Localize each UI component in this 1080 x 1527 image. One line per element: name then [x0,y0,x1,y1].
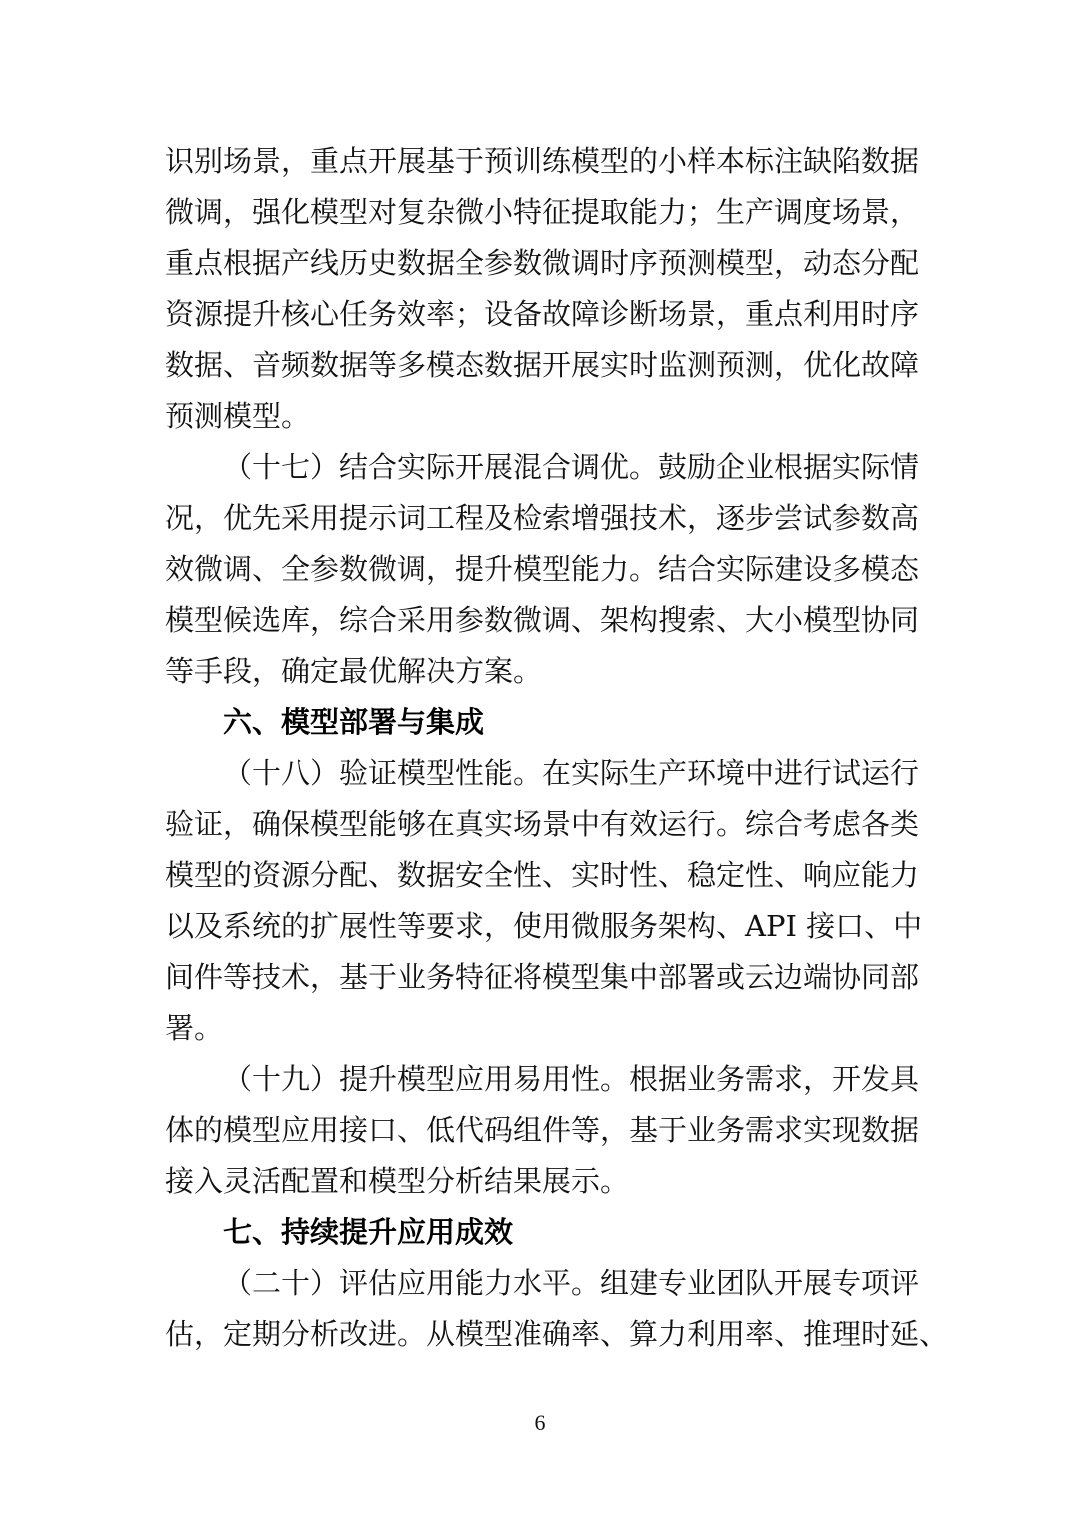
paragraph-line: 接入灵活配置和模型分析结果展示。 [165,1164,630,1198]
page-number: 6 [534,1410,546,1435]
paragraph-line: 况，优先采用提示词工程及检索增强技术，逐步尝试参数高 [165,501,920,535]
paragraph-first-line: （十九）提升模型应用易用性。根据业务需求，开发具 [223,1062,920,1096]
paragraph-line: 数据、音频数据等多模态数据开展实时监测预测，优化故障 [165,348,920,382]
paragraph-line: 效微调、全参数微调，提升模型能力。结合实际建设多模态 [165,552,920,586]
body-text [165,136,949,1360]
paragraph-line: 模型的资源分配、数据安全性、实时性、稳定性、响应能力 [165,858,920,892]
paragraph-line: 署。 [165,1011,224,1045]
paragraph-first-line: （二十）评估应用能力水平。组建专业团队开展专项评 [223,1266,920,1300]
paragraph-line: 估，定期分析改进。从模型准确率、算力利用率、推理时延、 [165,1317,949,1351]
paragraph-line: 体的模型应用接口、低代码组件等，基于业务需求实现数据 [165,1113,920,1147]
paragraph-line: 间件等技术，基于业务特征将模型集中部署或云边端协同部 [165,960,920,994]
paragraph-line: 模型候选库，综合采用参数微调、架构搜索、大小模型协同 [165,603,920,637]
section-heading: 七、持续提升应用成效 [223,1215,514,1249]
paragraph-first-line: （十七）结合实际开展混合调优。鼓励企业根据实际情 [223,450,920,484]
paragraph-line: 验证，确保模型能够在真实场景中有效运行。综合考虑各类 [165,807,920,841]
paragraph-line: 识别场景，重点开展基于预训练模型的小样本标注缺陷数据 [165,144,920,178]
paragraph-first-line: （十八）验证模型性能。在实际生产环境中进行试运行 [223,756,920,790]
paragraph-line: 等手段，确定最优解决方案。 [165,654,543,688]
paragraph-line: 预测模型。 [165,399,311,433]
paragraph-line: 资源提升核心任务效率；设备故障诊断场景，重点利用时序 [165,297,920,331]
paragraph-line: 微调，强化模型对复杂微小特征提取能力；生产调度场景， [165,195,920,229]
paragraph-line: 重点根据产线历史数据全参数微调时序预测模型，动态分配 [165,246,920,280]
section-heading: 六、模型部署与集成 [223,705,485,739]
paragraph-line: 以及系统的扩展性等要求，使用微服务架构、API 接口、中 [165,909,923,943]
